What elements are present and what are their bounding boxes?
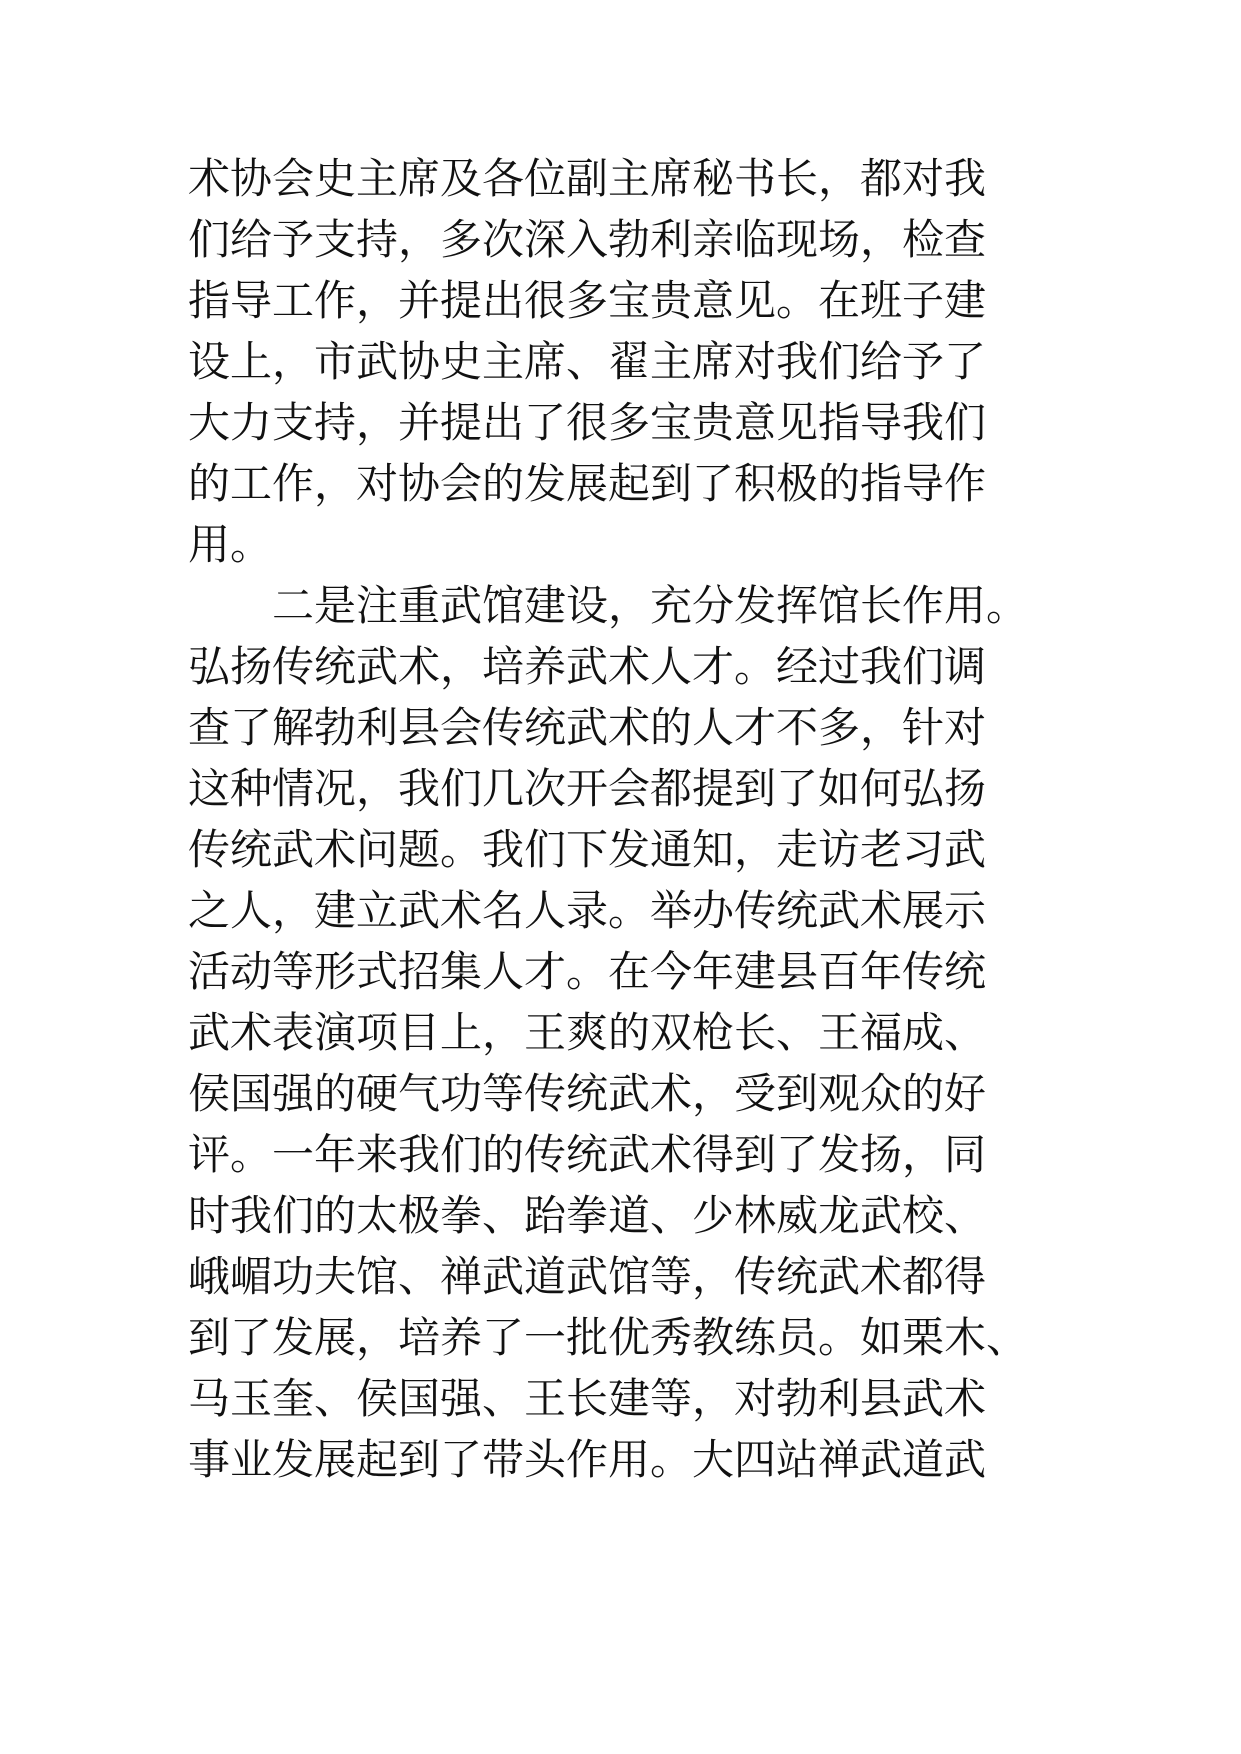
paragraph-start-line: 二是注重武馆建设，充分发挥馆长作用。 [188,581,1029,630]
text-line: 峨嵋功夫馆、禅武道武馆等，传统武术都得 [188,1252,987,1301]
text-line: 指导工作，并提出很多宝贵意见。在班子建 [188,276,987,325]
text-line: 查了解勃利县会传统武术的人才不多，针对 [188,703,987,752]
text-line: 用。 [188,520,273,569]
text-line: 之人，建立武术名人录。举办传统武术展示 [188,886,987,935]
text-line: 大力支持，并提出了很多宝贵意见指导我们 [188,398,987,447]
text-line: 武术表演项目上，王爽的双枪长、王福成、 [188,1008,987,1057]
text-line: 的工作，对协会的发展起到了积极的指导作 [188,459,987,508]
text-line: 评。一年来我们的传统武术得到了发扬，同 [188,1130,987,1179]
text-line: 传统武术问题。我们下发通知，走访老习武 [188,825,987,874]
text-line: 到了发展，培养了一批优秀教练员。如栗木、 [188,1313,1029,1362]
text-line: 侯国强的硬气功等传统武术，受到观众的好 [188,1069,987,1118]
text-line: 这种情况，我们几次开会都提到了如何弘扬 [188,764,987,813]
text-line: 时我们的太极拳、跆拳道、少林威龙武校、 [188,1191,987,1240]
text-line: 设上，市武协史主席、翟主席对我们给予了 [188,337,987,386]
text-line: 事业发展起到了带头作用。大四站禅武道武 [188,1435,987,1484]
text-line: 马玉奎、侯国强、王长建等，对勃利县武术 [188,1374,987,1423]
text-line: 弘扬传统武术，培养武术人才。经过我们调 [188,642,987,691]
body-text [188,148,1058,1490]
text-line: 术协会史主席及各位副主席秘书长，都对我 [188,154,987,203]
text-line: 们给予支持，多次深入勃利亲临现场，检查 [188,215,987,264]
text-line: 活动等形式招集人才。在今年建县百年传统 [188,947,987,996]
